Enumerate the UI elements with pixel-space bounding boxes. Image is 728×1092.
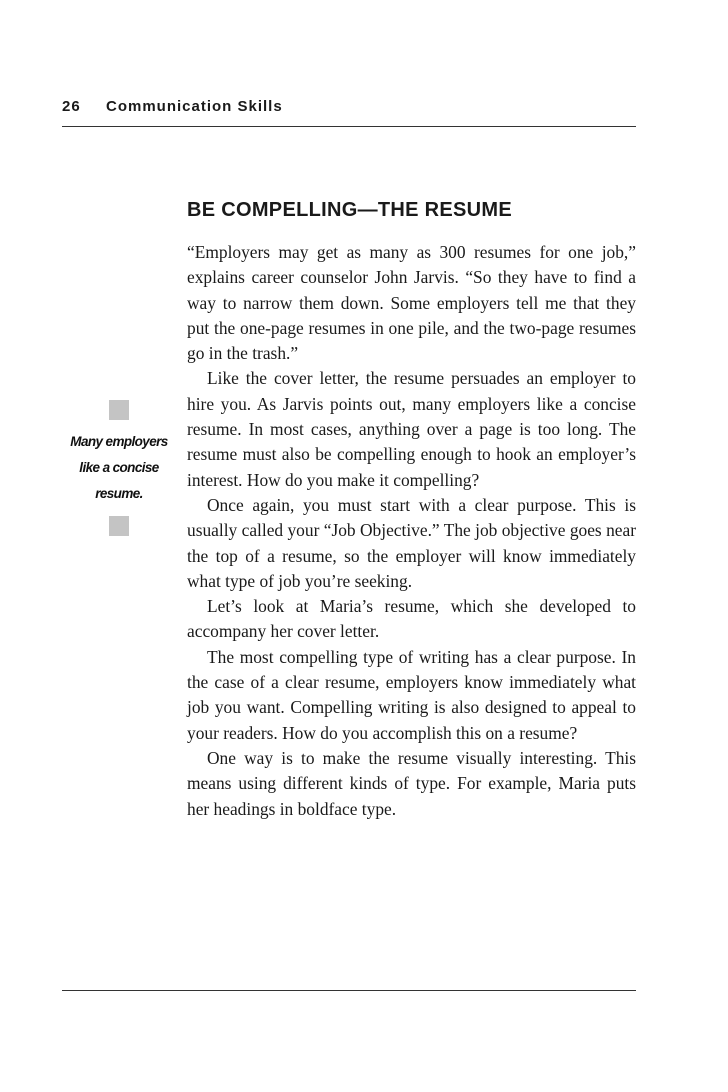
paragraph: Let’s look at Maria’s resume, which she developed to accompany her cover letter.: [187, 596, 636, 642]
running-header: [62, 98, 636, 115]
square-marker-icon: [109, 516, 129, 536]
margin-note-text: [62, 429, 176, 507]
margin-note-line: resume.: [95, 486, 143, 501]
body-text: [187, 240, 636, 822]
paragraph: Once again, you must start with a clear purpose. This is usually called your “Job Objective.” The job objective goes near the top of a resume, so the employer will know immediately what type of job you’re seeking.: [187, 494, 636, 591]
square-marker-icon: [109, 400, 129, 420]
paragraph: The most compelling type of writing has a clear purpose. In the case of a clear resume, employers know immediately what job you want. Compelling writing is also designed to appeal to your readers. How do you accomplish this on a resume?: [187, 646, 636, 743]
paragraph: One way is to make the resume visually interesting. This means using different kinds of type. For example, Maria puts her headings in boldface type.: [187, 747, 636, 819]
margin-note-line: like a concise: [79, 460, 159, 475]
page-number: 26: [62, 98, 81, 115]
margin-note-line: Many employers: [70, 434, 168, 449]
paragraph: Like the cover letter, the resume persuades an employer to hire you. As Jarvis points out, many employers like a concise resume. In most cases, anything over a page is too long. The resume must also be compelling enough to hook an employer’s interest. How do you make it compelling?: [187, 368, 636, 490]
footer-divider: [62, 990, 636, 991]
margin-note: [62, 400, 176, 536]
section-heading: BE COMPELLING—THE RESUME: [187, 199, 512, 221]
paragraph: “Employers may get as many as 300 resumes for one job,” explains career counselor John Jarvis. “So they have to find a way to narrow them down. Some employers tell me that they put the one-page resumes in one pile, and the two-page resumes go in the trash.”: [187, 242, 636, 364]
running-title: Communication Skills: [106, 98, 283, 115]
header-divider: [62, 126, 636, 127]
